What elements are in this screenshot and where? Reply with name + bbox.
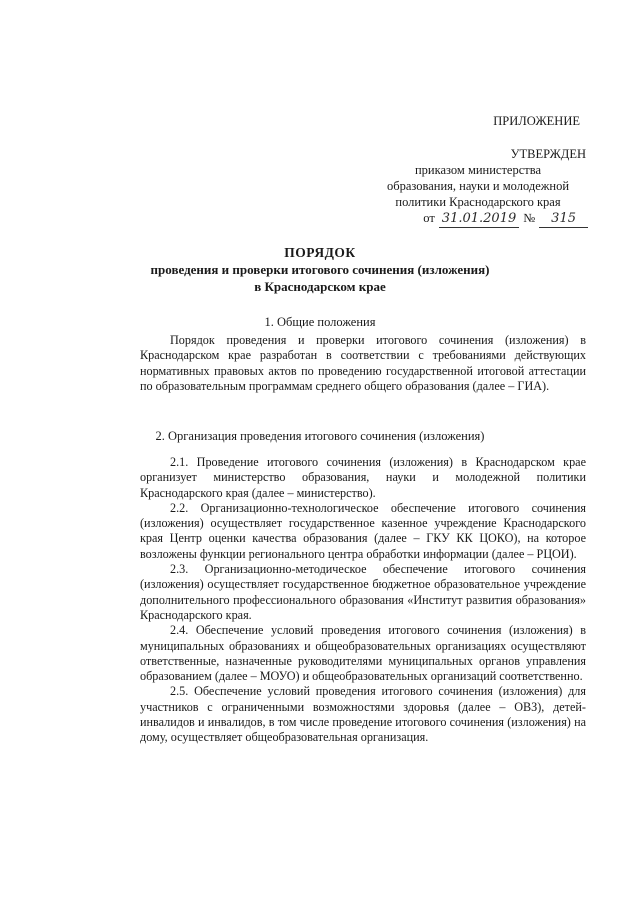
- document-title: [70, 244, 570, 295]
- paragraph-2-5: 2.5. Обеспечение условий проведения итогового сочинения (изложения) для участников с ограниченными возможностями здоровья (далее – ОВЗ), детей-инвалидов и инвалидов, в том числе проведение итогового сочинения (изложения) на дому, осуществляет общеобразовательная организация.: [140, 684, 586, 745]
- title-main: ПОРЯДОК: [284, 245, 356, 260]
- handwritten-number: 315: [539, 211, 588, 228]
- date-prefix: от: [423, 211, 435, 225]
- order-line-2: образования, науки и молодежной: [386, 179, 570, 193]
- paragraph-2-4: 2.4. Обеспечение условий проведения итогового сочинения (изложения) в муниципальных образованиях и общеобразовательных организациях осуществляют ответственные, назначенные руководителями муниципальных органов управления образованием (далее – МОУО) и общеобразовательных организаций соответственно.: [140, 623, 586, 684]
- paragraph-2-2: 2.2. Организационно-технологическое обеспечение итогового сочинения (изложения) осуществляет государственное казенное учреждение Краснодарского края Центр оценки качества образования (далее – ГКУ КК ЦОКО), на которое возложены функции регионального центра обработки информации (далее – РЦОИ).: [140, 500, 586, 561]
- handwritten-date: 31.01.2019: [439, 211, 519, 228]
- section-2-heading: 2. Организация проведения итогового сочинения (изложения): [155, 429, 485, 443]
- order-line-1: приказом министерства: [414, 163, 542, 177]
- section-1-heading: 1. Общие положения: [264, 315, 376, 329]
- number-prefix: №: [523, 211, 536, 225]
- title-line-1: проведения и проверки итогового сочинения (изложения): [150, 262, 490, 277]
- paragraph-2-1: 2.1. Проведение итогового сочинения (изложения) в Краснодарском крае организует министерство образования, науки и молодежной политики Краснодарского края (далее – министерство).: [140, 455, 586, 500]
- order-date-number: [368, 210, 588, 228]
- section-1-body: [140, 333, 586, 394]
- section-2-body: [140, 455, 586, 746]
- approved-label: УТВЕРЖДЕН: [510, 147, 586, 161]
- order-line-3: политики Краснодарского края: [395, 195, 561, 209]
- appendix-label: ПРИЛОЖЕНИЕ: [493, 114, 580, 128]
- paragraph-2-3: 2.3. Организационно-методическое обеспечение итогового сочинения (изложения) осуществляет государственное бюджетное образовательное учреждение дополнительного профессионального образования «Институт развития образования» Краснодарского края.: [140, 562, 586, 622]
- approval-block: [368, 113, 588, 228]
- section-1-paragraph: Порядок проведения и проверки итогового сочинения (изложения) в Краснодарском крае разработан в соответствии с требованиями действующих нормативных правовых актов по проведению государственной итоговой аттестации по образовательным программам среднего общего образования (далее – ГИА).: [140, 333, 586, 393]
- title-line-2: в Краснодарском крае: [254, 279, 386, 294]
